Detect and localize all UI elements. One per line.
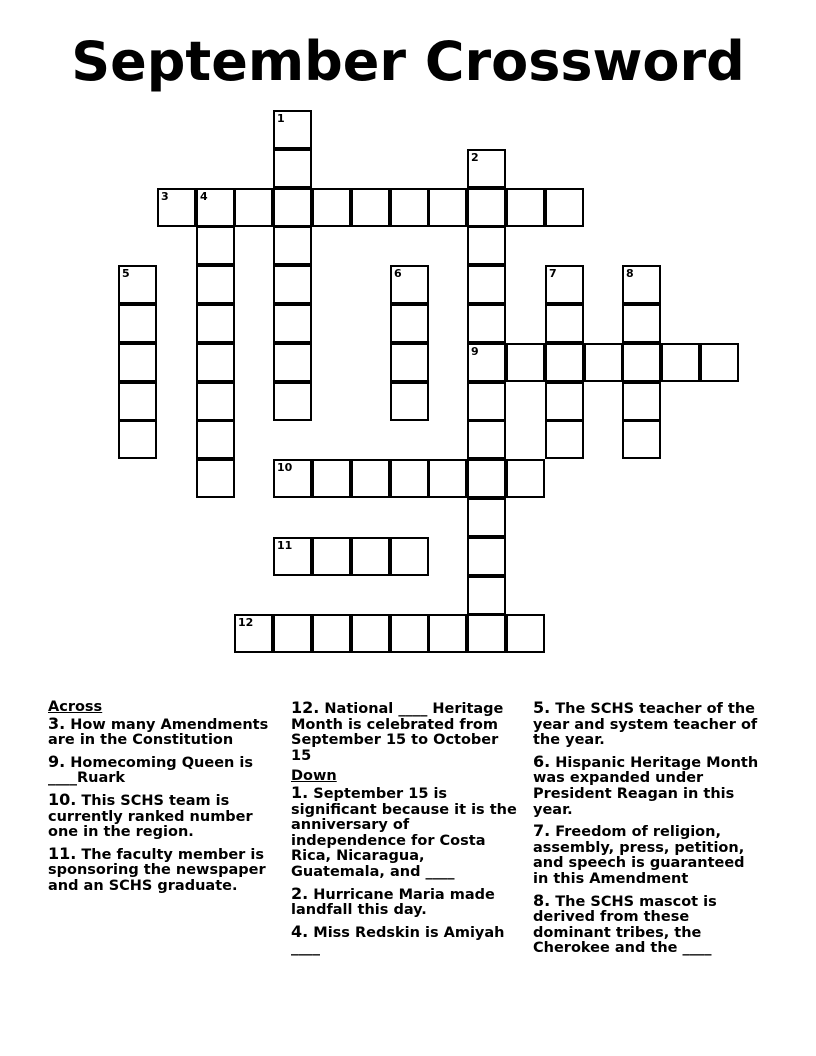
grid-cell[interactable] [467,343,506,382]
grid-cell[interactable] [312,459,351,498]
grid-cell[interactable] [351,614,390,653]
grid-cell[interactable] [622,382,661,421]
grid-cell[interactable] [273,343,312,382]
clue-number: 3 [161,190,169,203]
grid-cell[interactable] [622,420,661,459]
grid-cell[interactable] [196,304,235,343]
grid-cell[interactable] [584,343,623,382]
grid-cell[interactable] [506,188,545,227]
clue-number: 12 [238,616,254,629]
grid-cell[interactable] [390,265,429,304]
grid-cell[interactable] [118,420,157,459]
grid-cell[interactable] [622,343,661,382]
grid-cell[interactable] [273,226,312,265]
grid-cell[interactable] [312,188,351,227]
clue-number: 10 [277,461,293,474]
grid-cell[interactable] [545,188,584,227]
grid-cell[interactable] [622,265,661,304]
clue-number: 5 [122,267,130,280]
grid-cell[interactable] [273,304,312,343]
clue-number: 6 [394,267,402,280]
grid-cell[interactable] [273,614,312,653]
grid-cell[interactable] [312,614,351,653]
grid-cell[interactable] [196,226,235,265]
grid-cell[interactable] [467,226,506,265]
grid-cell[interactable] [273,459,312,498]
grid-cell[interactable] [467,265,506,304]
grid-cell[interactable] [196,265,235,304]
grid-cell[interactable] [196,382,235,421]
clue-across-12: 12. National ____ Heritage Month is celebrated from September 15 to October 15 [291,698,504,764]
grid-cell[interactable] [467,304,506,343]
grid-cell[interactable] [273,110,312,149]
clue-down-5: 5. The SCHS teacher of the year and system teacher of the year. [533,698,758,749]
grid-cell[interactable] [545,343,584,382]
page-title: September Crossword [71,30,745,93]
grid-cell[interactable] [545,265,584,304]
grid-cell[interactable] [467,382,506,421]
grid-cell[interactable] [390,343,429,382]
grid-cell[interactable] [351,188,390,227]
grid-cell[interactable] [157,188,196,227]
grid-cell[interactable] [467,188,506,227]
grid-cell[interactable] [700,343,739,382]
clue-across-11: 11. The faculty member is sponsoring the newspaper and an SCHS graduate. [48,843,266,894]
grid-cell[interactable] [467,498,506,537]
grid-cell[interactable] [545,382,584,421]
grid-cell[interactable] [390,537,429,576]
grid-cell[interactable] [545,304,584,343]
clues-column-1 [48,700,278,900]
clue-down-1: 1. September 15 is significant because it is the anniversary of independence for Costa Rica, Nicaragua, Guatemala, and ____ [291,782,517,880]
grid-cell[interactable] [390,614,429,653]
grid-cell[interactable] [118,382,157,421]
grid-cell[interactable] [196,188,235,227]
grid-cell[interactable] [467,420,506,459]
grid-cell[interactable] [506,343,545,382]
down-heading: Down [291,768,337,785]
grid-cell[interactable] [118,265,157,304]
clue-down-8: 8. The SCHS mascot is derived from these dominant tribes, the Cherokee and the ____ [533,890,717,957]
clue-number: 11 [277,539,293,552]
grid-cell[interactable] [661,343,700,382]
grid-cell[interactable] [390,459,429,498]
clue-down-2: 2. Hurricane Maria made landfall this day. [291,883,495,919]
grid-cell[interactable] [467,537,506,576]
grid-cell[interactable] [467,459,506,498]
clue-number: 8 [626,267,634,280]
grid-cell[interactable] [545,420,584,459]
grid-cell[interactable] [467,149,506,188]
clue-down-4: 4. Miss Redskin is Amiyah ____ [291,921,505,957]
clue-down-7: 7. Freedom of religion, assembly, press, petition, and speech is guaranteed in this Amendment [533,821,745,887]
clue-number: 7 [549,267,557,280]
grid-cell[interactable] [428,614,467,653]
clue-across-10: 10. This SCHS team is currently ranked number one in the region. [48,789,253,841]
grid-cell[interactable] [390,382,429,421]
grid-cell[interactable] [506,459,545,498]
clue-down-6: 6. Hispanic Heritage Month was expanded under President Reagan in this year. [533,751,759,818]
grid-cell[interactable] [467,576,506,615]
grid-cell[interactable] [467,614,506,653]
across-heading: Across [48,699,103,715]
clues-column-2 [291,700,521,962]
grid-cell[interactable] [273,188,312,227]
grid-cell[interactable] [234,188,273,227]
grid-cell[interactable] [428,459,467,498]
grid-cell[interactable] [312,537,351,576]
grid-cell[interactable] [196,420,235,459]
grid-cell[interactable] [273,265,312,304]
grid-cell[interactable] [273,382,312,421]
grid-cell[interactable] [196,343,235,382]
clue-across-3: 3. How many Amendments are in the Constitution [48,713,269,749]
grid-cell[interactable] [118,343,157,382]
grid-cell[interactable] [351,459,390,498]
grid-cell[interactable] [351,537,390,576]
grid-cell[interactable] [622,304,661,343]
grid-cell[interactable] [506,614,545,653]
grid-cell[interactable] [390,304,429,343]
grid-cell[interactable] [196,459,235,498]
grid-cell[interactable] [273,537,312,576]
grid-cell[interactable] [428,188,467,227]
clues-column-3 [533,700,763,962]
clue-across-9: 9. Homecoming Queen is ____Ruark [48,751,253,787]
grid-cell[interactable] [273,149,312,188]
clue-number: 4 [200,190,208,203]
clue-number: 9 [471,345,479,358]
grid-cell[interactable] [118,304,157,343]
clue-number: 1 [277,112,285,125]
grid-cell[interactable] [390,188,429,227]
grid-cell[interactable] [234,614,273,653]
clue-number: 2 [471,151,479,164]
